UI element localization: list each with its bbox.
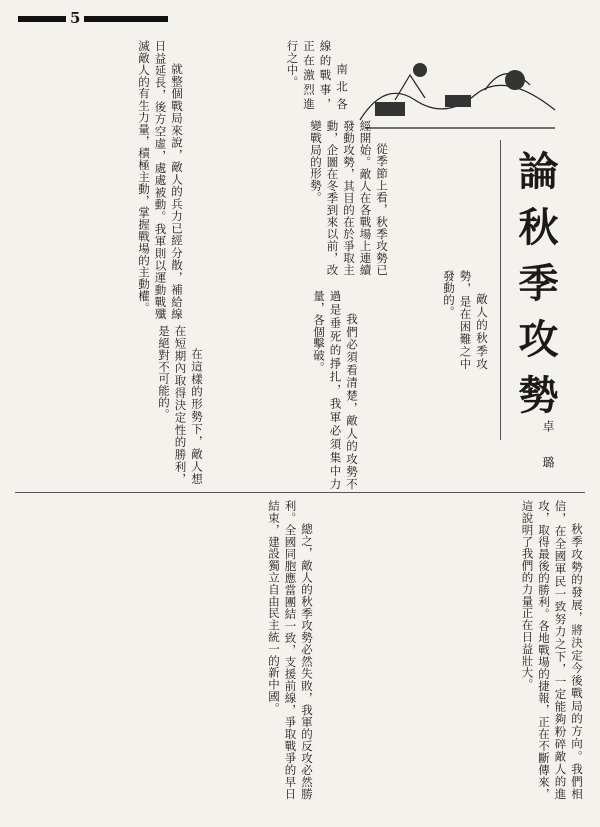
paragraph: 從季節上看，秋季攻勢已經開始。敵人在各戰場上連續發動攻勢，其目的在於爭取主動，企圖在冬季到來以前，改變戰局的形勢。 [309, 120, 389, 276]
page-number: 5 [66, 10, 84, 26]
text-block-top-left [15, 40, 185, 320]
text-block-top-right [285, 120, 390, 276]
paragraph: 我們必須看清楚，敵人的攻勢不過是垂死的掙扎，我軍必須集中力量，各個擊破。 [312, 290, 359, 490]
header-rule [18, 16, 168, 22]
text-block-bottom-left [15, 500, 315, 800]
article-byline: 卓 璐 [541, 420, 555, 478]
text-block-top-middle [190, 40, 350, 110]
paragraph: 敵人的秋季攻勢，是在困難之中發動的。 [442, 270, 489, 370]
text-block-mid-left [15, 325, 205, 485]
paragraph: 總之，敵人的秋季攻勢必然失敗，我軍的反攻必然勝利。全國同胞應當團結一致，支援前線，爭取戰爭的早日結束，建設獨立自由民主統一的新中國。 [267, 500, 314, 800]
text-block-mid [210, 290, 360, 490]
paragraph: 秋季攻勢的發展，將決定今後戰局的方向。我們相信，在全國軍民一致努力之下，一定能夠粉碎敵人的進攻，取得最後的勝利。各地戰場的捷報，正在不斷傳來，這說明了我們的力量正在日益壯大。 [520, 500, 584, 800]
paragraph: 就整個戰局來說，敵人的兵力已經分散，補給線日益延長，後方空虛，處處被動。我軍則以運動戰殲滅敵人的有生力量，積極主動，掌握戰場的主動權。 [137, 40, 184, 320]
paragraph: 在這樣的形勢下，敵人想在短期內取得決定性的勝利，是絕對不可能的。 [157, 325, 204, 485]
paragraph: 南北各線的戰事，正在激烈進行之中。 [285, 40, 349, 110]
article-title: 論秋季攻勢 [512, 150, 559, 430]
text-block-mid-right [360, 270, 490, 370]
column-rule [500, 140, 501, 440]
section-rule [15, 492, 585, 493]
text-block-bottom-right [320, 500, 585, 800]
